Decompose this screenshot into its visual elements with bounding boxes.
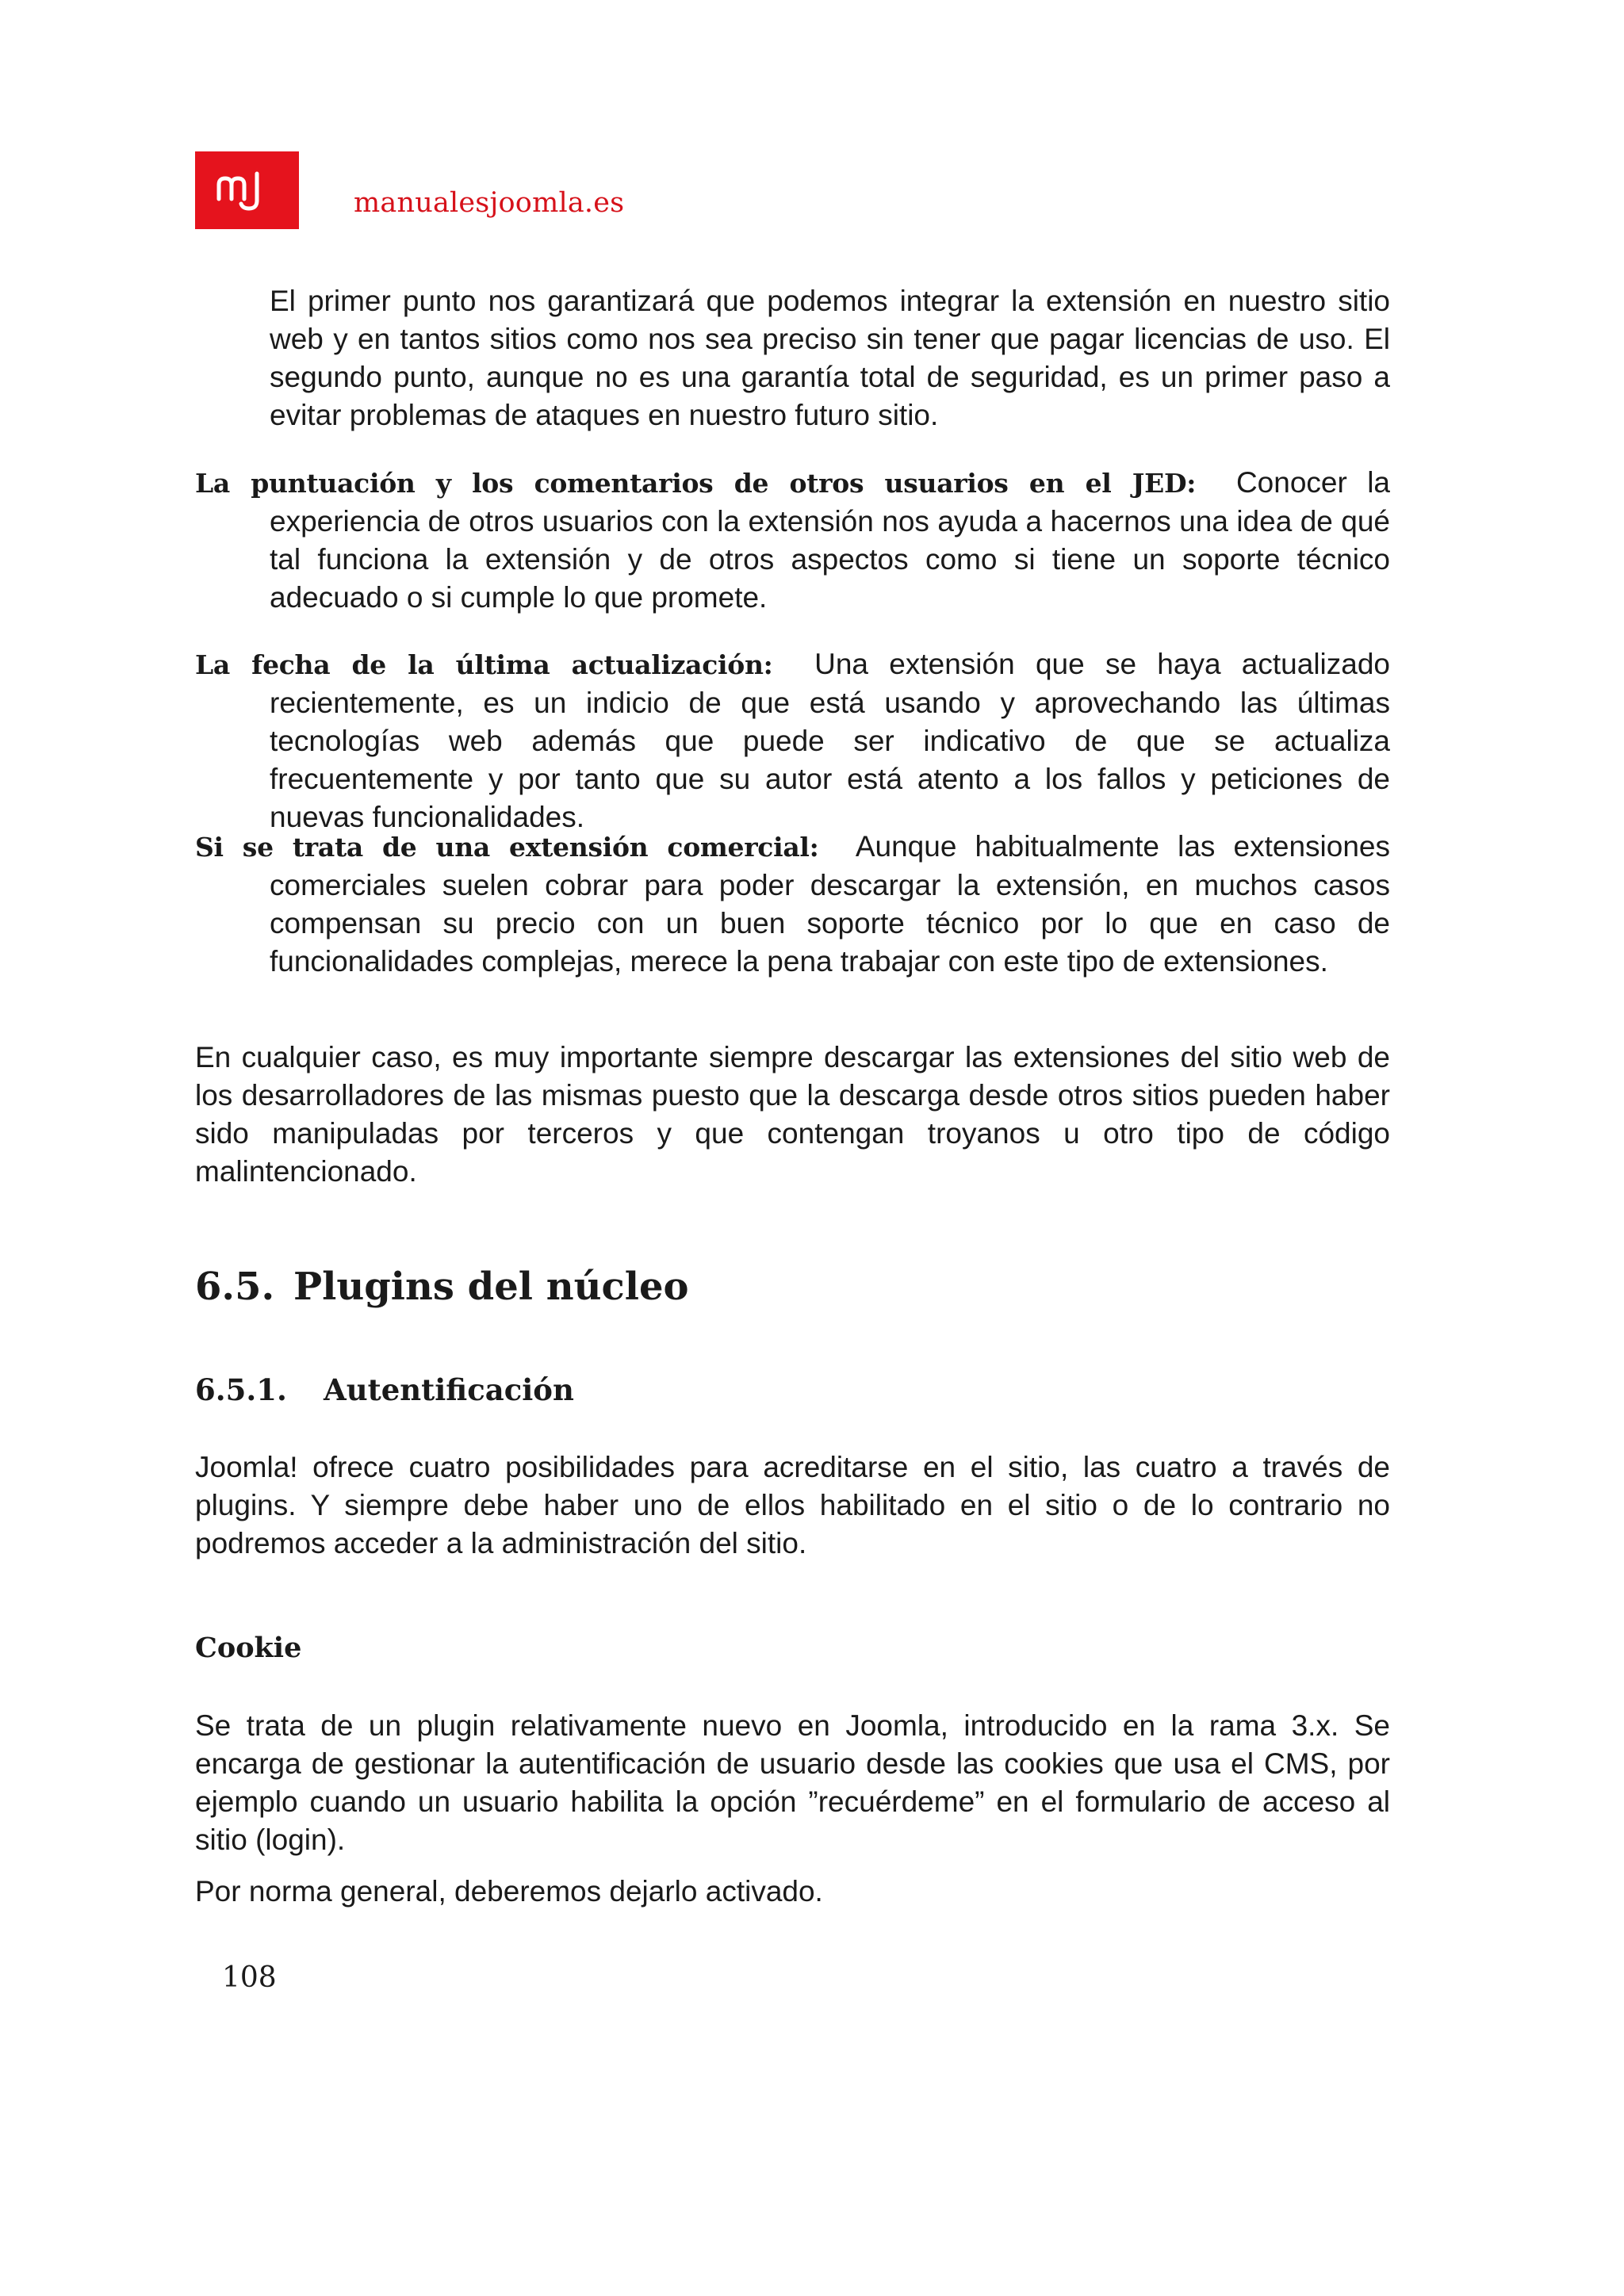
subsection-title: Autentificación	[324, 1372, 574, 1407]
item-term: La puntuación y los comentarios de otros usuarios en el JED:	[195, 468, 1197, 499]
item-text: Una extensión que se haya actualizado recientemente, es un indicio de que está usando y aprovechando las últimas tecnologías web además que puede ser indicativo de que se actualiza frecuentemente y por tanto que su autor está atento a los fallos y peticiones de nuevas funcionalidades.	[270, 648, 1390, 833]
section-number: 6.5.	[195, 1265, 275, 1309]
subsection-heading	[195, 1372, 574, 1407]
cookie-paragraph: Se trata de un plugin relativamente nuevo en Joomla, introducido en la rama 3.x. Se encarga de gestionar la autentificación de usuario desde las cookies que usa el CMS, por ejemplo cuando un usuario habilita la opción ”recuérdeme” en el formulario de acceso al sitio (login).	[195, 1709, 1390, 1856]
list-item	[195, 828, 1390, 981]
intro-paragraph: El primer punto nos garantizará que podemos integrar la extensión en nuestro sitio web y en tantos sitios como nos sea preciso sin tener que pagar licencias de uso. El segundo punto, aunque no es una garantía total de seguridad, es un primer paso a evitar problemas de ataques en nuestro futuro sitio.	[270, 285, 1390, 431]
list-item	[195, 464, 1390, 617]
closing-paragraph: En cualquier caso, es muy importante siempre descargar las extensiones del sitio web de los desarrolladores de las mismas puesto que la descarga desde otros sitios pueden haber sido manipuladas por terceros y que contengan troyanos u otro tipo de código malintencionado.	[195, 1041, 1390, 1188]
mj-logo-icon	[195, 151, 299, 229]
item-text: Conocer la experiencia de otros usuarios con la extensión nos ayuda a hacernos una idea de qué tal funciona la extensión y de otros aspectos como si tiene un soporte técnico adecuado o si cumple lo que promete.	[270, 466, 1390, 614]
item-term: Si se trata de una extensión comercial:	[195, 832, 819, 863]
page-number: 108	[222, 1961, 277, 1994]
cookie-paragraph-2: Por norma general, deberemos dejarlo activado.	[195, 1875, 823, 1908]
subsection-paragraph: Joomla! ofrece cuatro posibilidades para acreditarse en el sitio, las cuatro a través de plugins. Y siempre debe haber uno de ellos habilitado en el sitio o de lo contrario no podremos acceder a la administración del sitio.	[195, 1451, 1390, 1559]
item-term: La fecha de la última actualización:	[195, 649, 773, 680]
section-heading	[195, 1265, 689, 1309]
paragraph-heading: Cookie	[195, 1632, 302, 1664]
item-text: Aunque habitualmente las extensiones comerciales suelen cobrar para poder descargar la extensión, en muchos casos compensan su precio con un buen soporte técnico por lo que en caso de funcionalidades complejas, merece la pena trabajar con este tipo de extensiones.	[270, 830, 1391, 978]
list-item	[195, 645, 1390, 836]
section-title: Plugins del núcleo	[293, 1265, 689, 1309]
subsection-number: 6.5.1.	[195, 1372, 287, 1407]
site-name: manualesjoomla.es	[354, 187, 625, 219]
mj-logo-glyph	[208, 163, 287, 218]
